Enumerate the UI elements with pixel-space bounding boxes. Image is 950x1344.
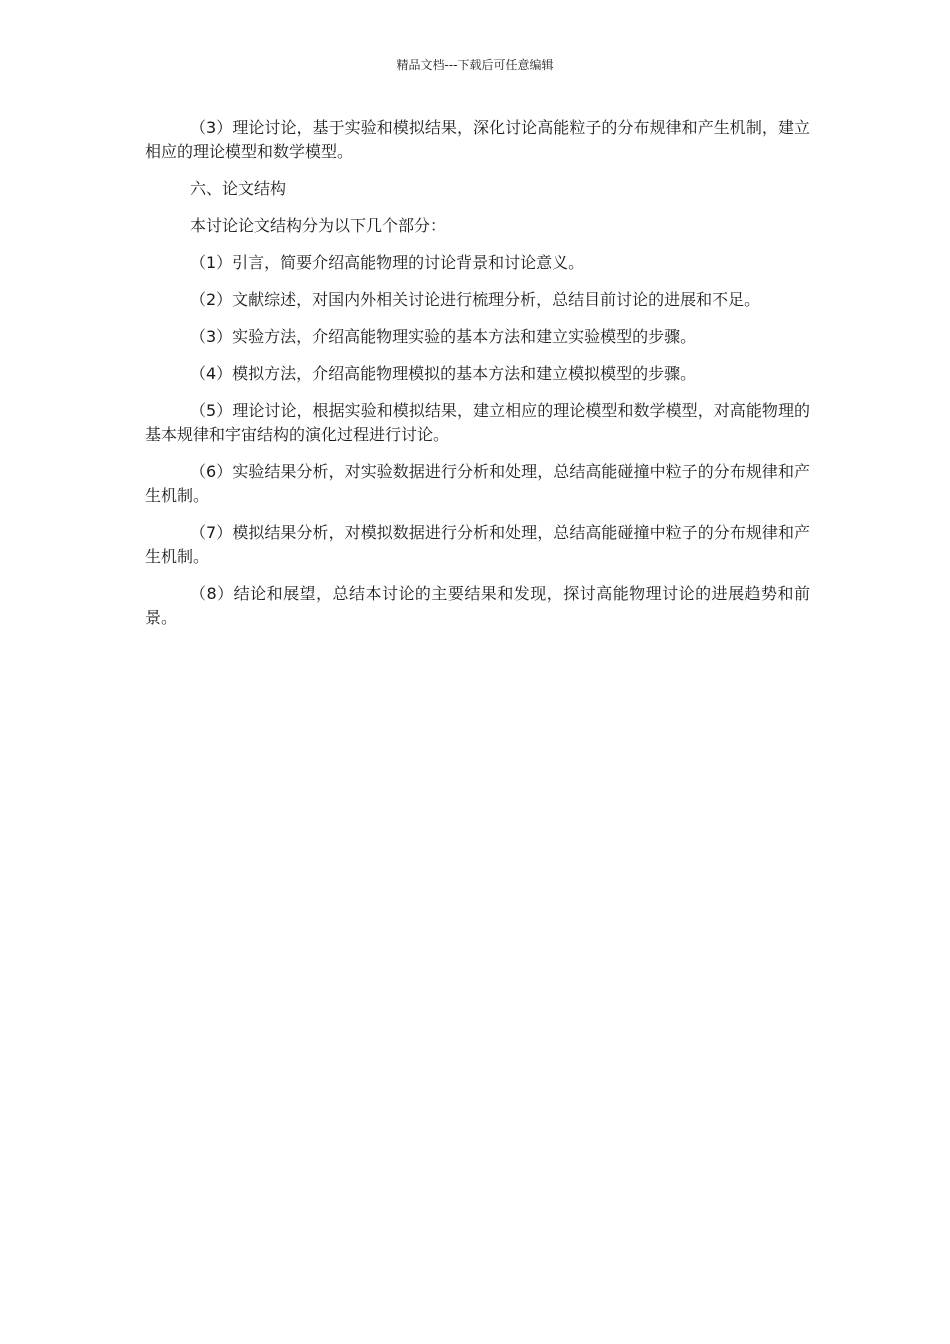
- list-item-introduction: （1）引言，简要介绍高能物理的讨论背景和讨论意义。: [190, 253, 585, 272]
- section-heading-thesis-structure: 六、论文结构: [190, 179, 287, 198]
- list-item-experiment-analysis: （6）实验结果分析，对实验数据进行分析和处理，总结高能碰撞中粒子的分布规律和产生机制。: [145, 462, 810, 505]
- page-header: 精品文档---下载后可任意编辑: [396, 58, 554, 72]
- list-item-simulation-analysis: （7）模拟结果分析，对模拟数据进行分析和处理，总结高能碰撞中粒子的分布规律和产生机制。: [145, 523, 810, 566]
- list-item-conclusion: （8）结论和展望，总结本讨论的主要结果和发现，探讨高能物理讨论的进展趋势和前景。: [145, 584, 810, 627]
- list-item-experiment-method: （3）实验方法，介绍高能物理实验的基本方法和建立实验模型的步骤。: [190, 327, 697, 346]
- paragraph-theory-discussion: （3）理论讨论，基于实验和模拟结果，深化讨论高能粒子的分布规律和产生机制，建立相应的理论模型和数学模型。: [145, 118, 810, 161]
- list-item-theory-discussion: （5）理论讨论，根据实验和模拟结果，建立相应的理论模型和数学模型，对高能物理的基本规律和宇宙结构的演化过程进行讨论。: [145, 401, 810, 444]
- list-item-simulation-method: （4）模拟方法，介绍高能物理模拟的基本方法和建立模拟模型的步骤。: [190, 364, 697, 383]
- document-body: [145, 116, 810, 643]
- paragraph-structure-intro: 本讨论论文结构分为以下几个部分：: [190, 216, 447, 235]
- list-item-literature-review: （2）文献综述，对国内外相关讨论进行梳理分析，总结目前讨论的进展和不足。: [190, 290, 761, 309]
